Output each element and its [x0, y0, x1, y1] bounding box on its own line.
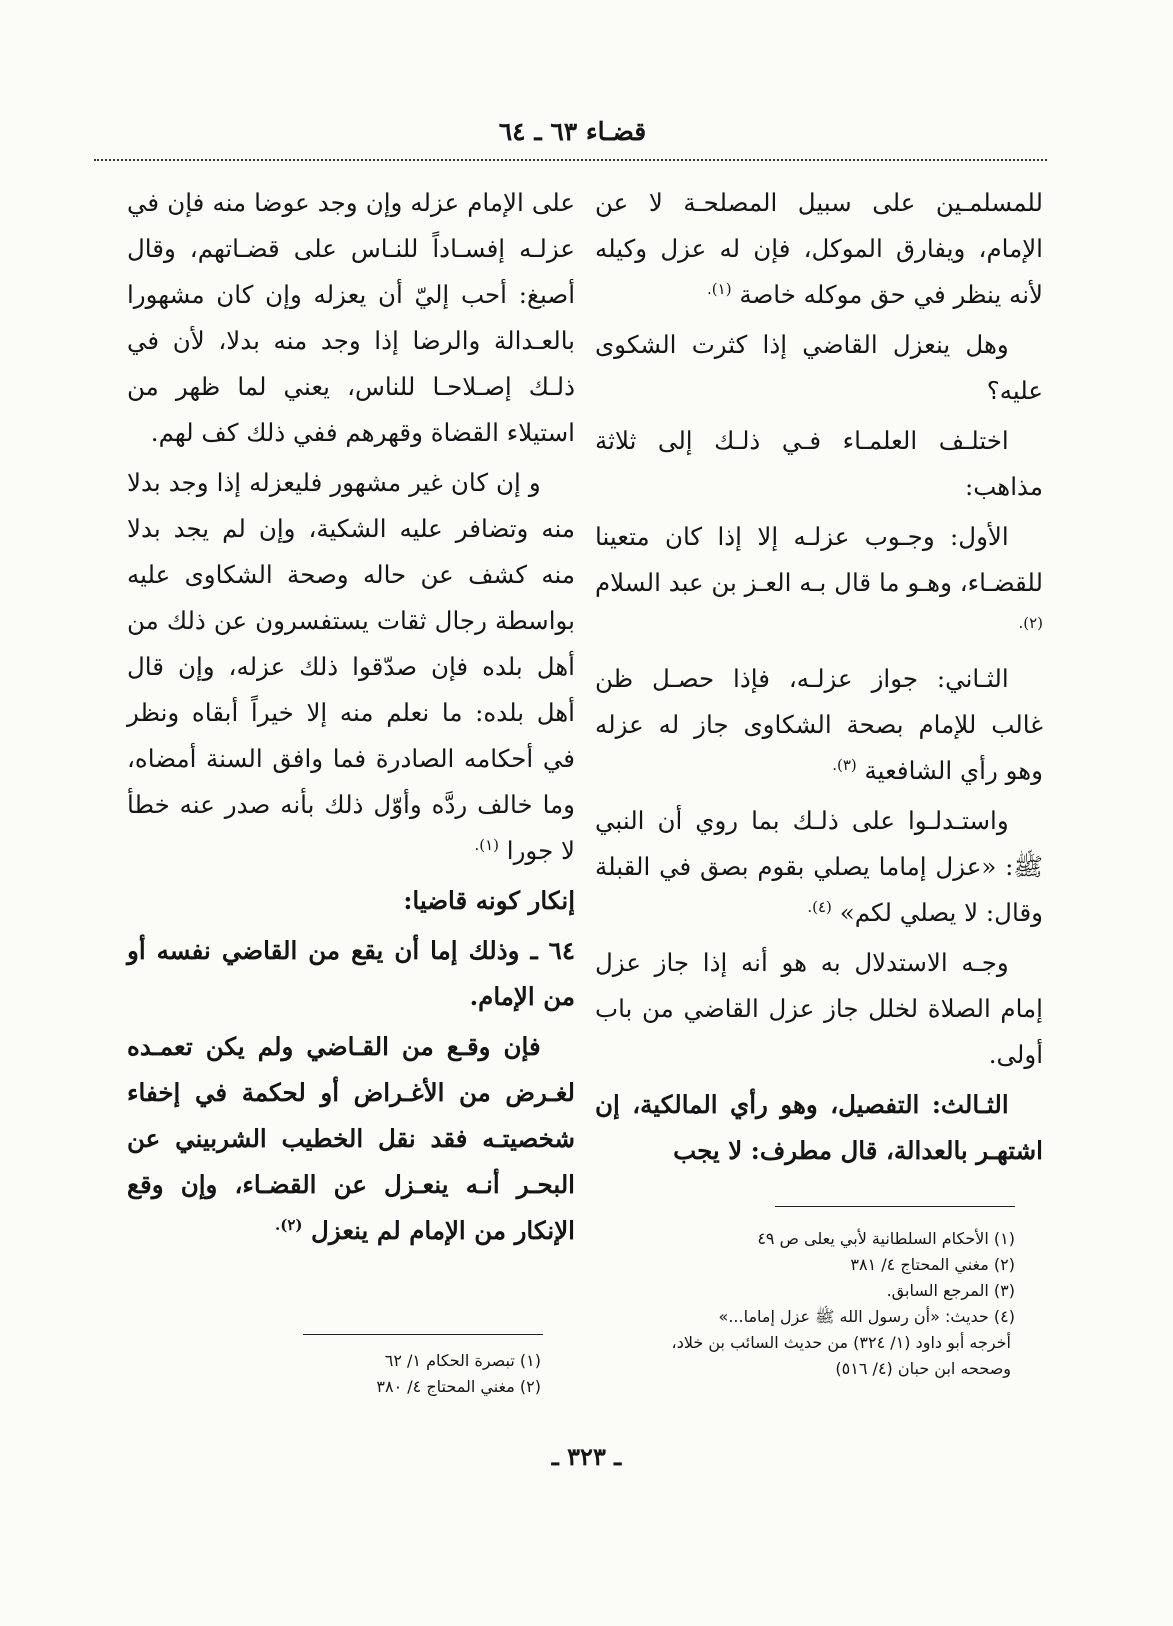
footnote-marker: (١).: [474, 835, 499, 854]
footnote-marker: (٢).: [1018, 613, 1043, 632]
footnote-marker: (٤).: [807, 897, 832, 916]
paragraph: الأول: وجـوب عزلـه إلا إذا كان متعينا للقضـاء، وهـو ما قال بـه العـز بن عبد السلام $^{(٢).}$: [595, 522, 1043, 632]
footnotes-right: [595, 1226, 1015, 1382]
paragraph: وهل ينعزل القاضي إذا كثرت الشكوى عليه؟: [595, 330, 1043, 405]
running-header: قضـاء ٦٣ ـ ٦٤: [498, 117, 647, 146]
footnote-marker: (١).: [707, 279, 732, 298]
paragraph: وجـه الاستدلال به هو أنه إذا جاز عزل إمام الصلاة لخلل جاز عزل القاضي من باب أولى.: [595, 948, 1043, 1069]
paragraph: الثـالث: التفصيل، وهو رأي المالكية، إن اشتهـر بالعدالة، قال مطرف: لا يجب: [595, 1090, 1043, 1165]
right-column: [595, 180, 1043, 1178]
paragraph: للمسلمـين على سبيل المصلحـة لا عن الإمام، ويفارق الموكل، فإن له عزل وكيله لأنه ينظر في حق موكله خاصة $^{(١).}$: [595, 188, 1043, 309]
paragraph: و إن كان غير مشهور فليعزله إذا وجد بدلا منه وتضافر عليه الشكية، وإن لم يجد بدلا منه كشف عن حاله وصحة الشكاوى عليه بواسطة رجال ثقات يستفسرون عن ذلك من أهل بلده فإن صدّقوا ذلك عزله، وإن قال أهل بلده: ما نعلم منه إلا خيراً أبقاه ونظر في أحكامه الصادرة فما وافق السنة أمضاه، وما خالف ردَّه وأوّل ذلك بأنه صدر عنه خطأ لا جورا $^{(١).}$: [127, 468, 575, 865]
paragraph: فإن وقـع من القـاضي ولم يكن تعمـده لغـرض من الأغـراض أو لحكمة في إخفاء شخصيتـه فقد نقل الخطيب الشربيني عن البحـر أنـه ينعـزل عن القضـاء، وإن وقع الإنكار من الإمام لم ينعزل $^{(٢).}$: [127, 1032, 575, 1245]
paragraph: ٦٤ ـ وذلك إما أن يقع من القاضي نفسه أو من الإمام.: [127, 936, 575, 1011]
footnote-rule: [775, 1206, 1015, 1207]
footnote-rule: [303, 1334, 543, 1335]
footnote-continuation: أخرجه أبو داود (١/ ٣٢٤) من حديث السائب بن خلاد،: [671, 1333, 1011, 1352]
paragraph: واستـدلـوا على ذلـك بما روي أن النبي ﷺ: «عزل إماما يصلي بقوم بصق في القبلة وقال: لا يصلي لكم» $^{(٤).}$: [595, 806, 1043, 927]
header-dotted-rule: [94, 159, 1047, 161]
footnotes-left: [121, 1348, 541, 1400]
footnote: (٤) حديث: «أن رسول الله ﷺ عزل إماما...»: [718, 1307, 1015, 1326]
footnote: (١) تبصرة الحكام ١/ ٦٢: [384, 1351, 541, 1370]
footnote-marker: (٢).: [274, 1215, 303, 1234]
paragraph: الثـاني: جواز عزلـه، فإذا حصـل ظن غالب للإمام بصحة الشكاوى جاز له عزله وهو رأي الشافعية $^{(٣).}$: [595, 664, 1043, 785]
paragraph: على الإمام عزله وإن وجد عوضا منه فإن في عزلـه إفسـاداً للنـاس على قضـاتهم، وقال أصبغ: أحب إليّ أن يعزله وإن كان مشهورا بالعـدالة والرضا إذا وجد منه بدلا، لأن في ذلـك إصـلاحـا للناس، يعني لما ظهر من استيلاء القضاة وقهرهم ففي ذلك كف لهم.: [127, 188, 575, 447]
page-number: ـ ٣٢٣ ـ: [551, 1442, 622, 1471]
footnote: (١) الأحكام السلطانية لأبي يعلى ص ٤٩: [757, 1229, 1015, 1248]
left-column: [127, 180, 575, 1258]
footnote-continuation: وصححه ابن حبان (٤/ ٥١٦): [835, 1359, 1011, 1378]
footnote: (٢) مغني المحتاج ٤/ ٣٨١: [850, 1255, 1015, 1274]
section-heading: إنكار كونه قاضيا:: [403, 886, 575, 915]
footnote-marker: (٣).: [832, 755, 857, 774]
footnote: (٢) مغني المحتاج ٤/ ٣٨٠: [376, 1377, 541, 1396]
footnote: (٣) المرجع السابق.: [886, 1281, 1015, 1300]
paragraph: اختلـف العلمـاء فـي ذلـك إلى ثلاثة مذاهب:: [595, 426, 1043, 501]
